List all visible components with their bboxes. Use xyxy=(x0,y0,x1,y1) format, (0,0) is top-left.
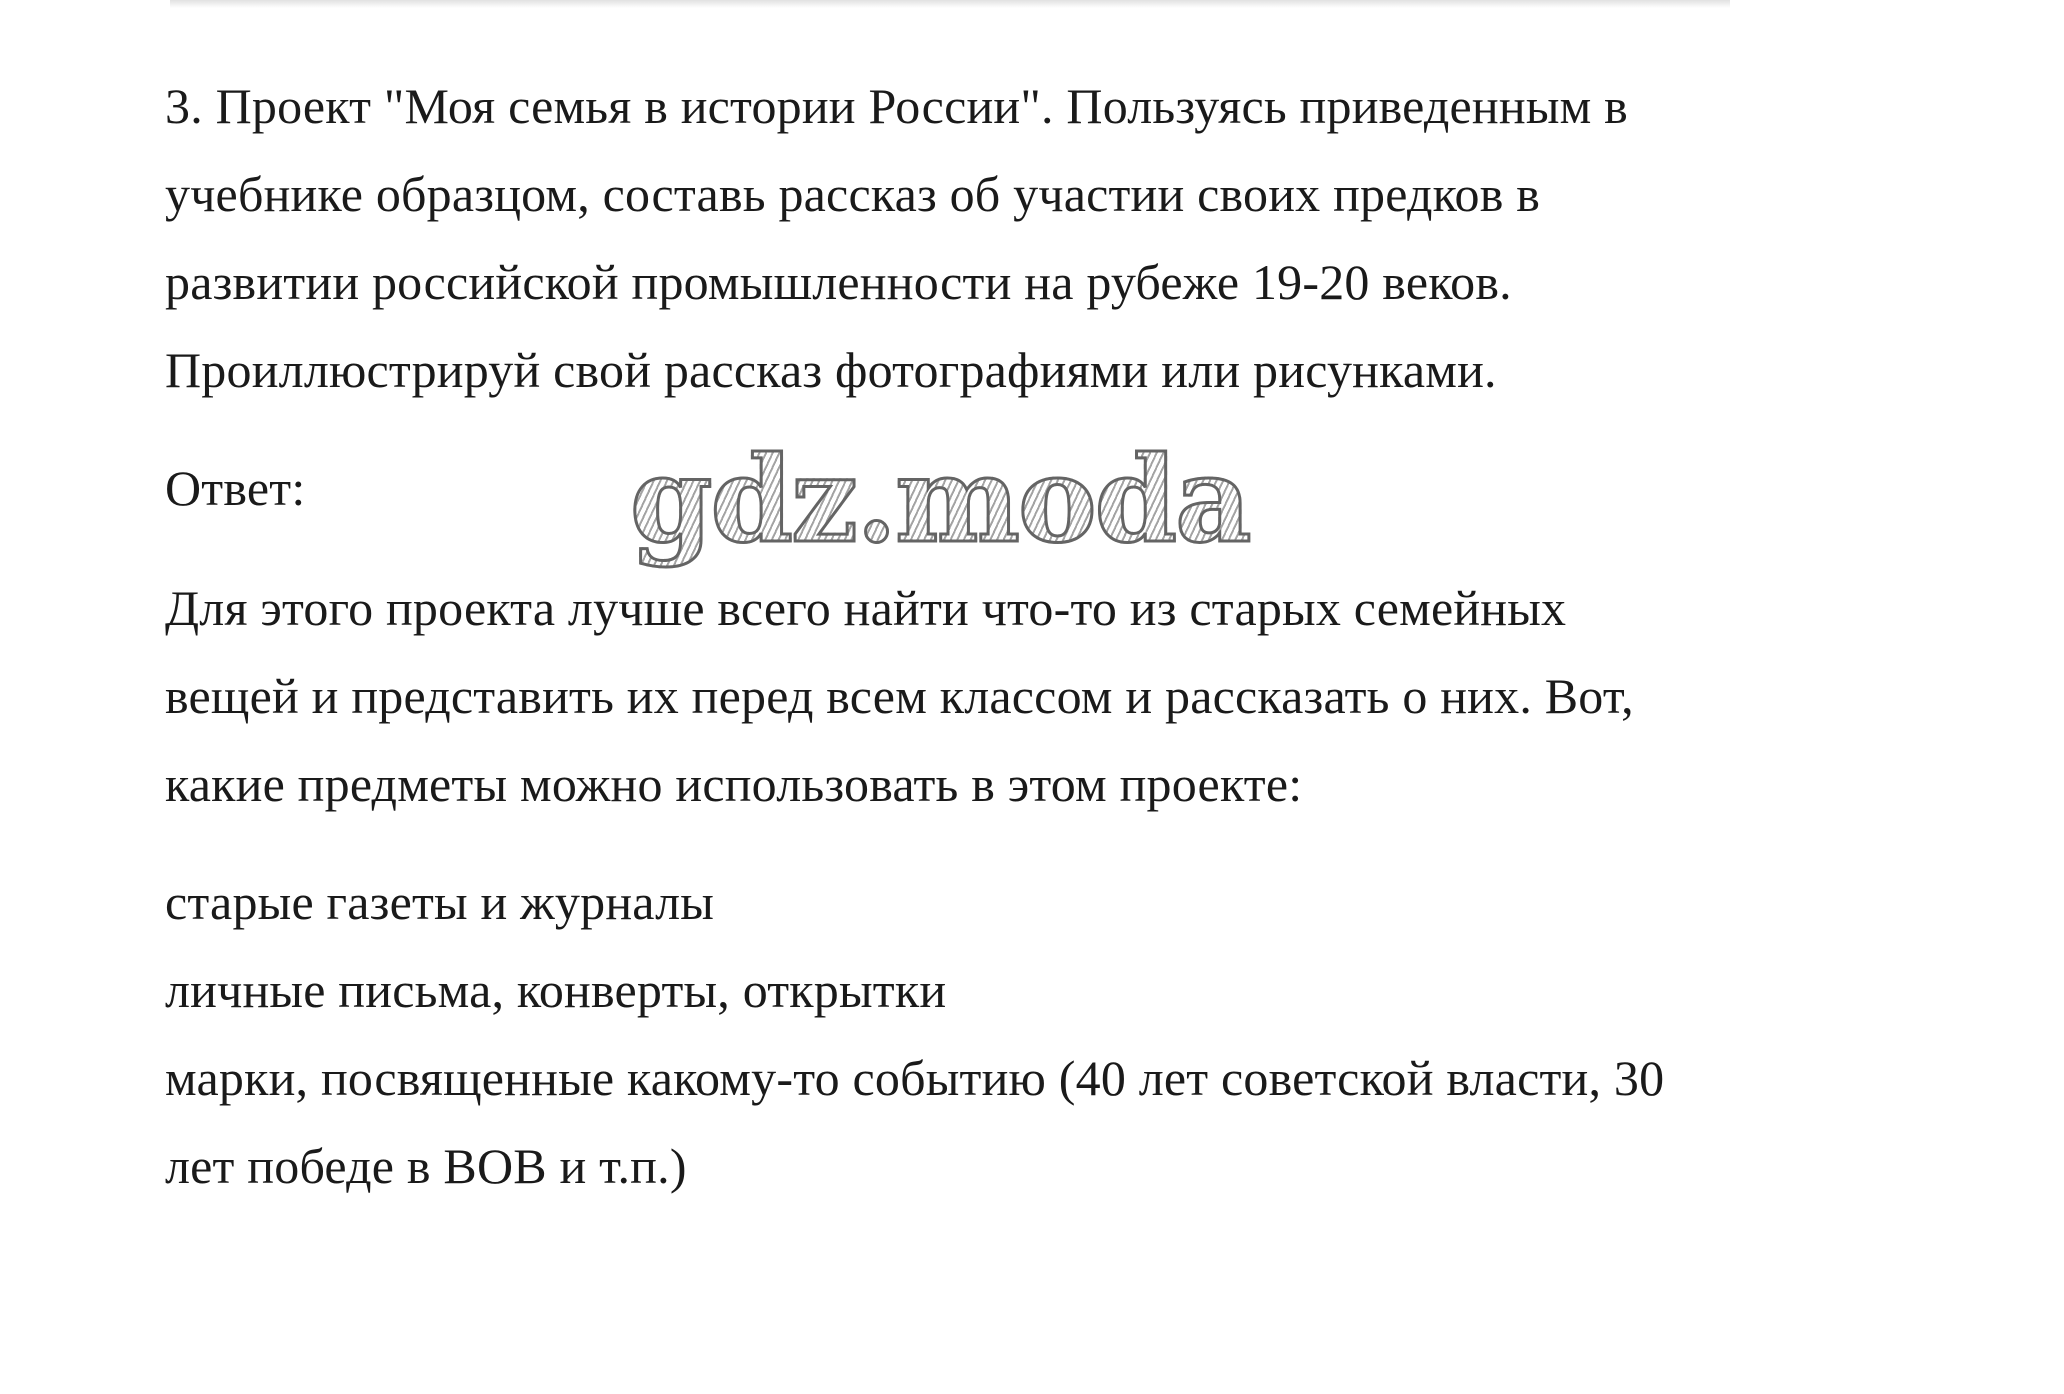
task-line: Проиллюстрируй свой рассказ фотографиями или рисунками. xyxy=(165,342,1497,398)
task-line: 3. Проект "Моя семья в истории России". Пользуясь приведенным в xyxy=(165,78,1628,134)
answer-items-list xyxy=(165,858,1945,1210)
answer-intro-line: какие предметы можно использовать в этом проекте: xyxy=(165,756,1303,812)
answer-intro-line: вещей и представить их перед всем классом и рассказать о них. Вот, xyxy=(165,668,1634,724)
list-item: марки, посвященные какому-то событию (40 лет советской власти, 30 xyxy=(165,1050,1665,1106)
task-paragraph xyxy=(165,62,1945,414)
task-line: развитии российской промышленности на рубеже 19-20 веков. xyxy=(165,254,1512,310)
answer-intro-line: Для этого проекта лучше всего найти что-то из старых семейных xyxy=(165,580,1567,636)
document-content xyxy=(165,62,1945,1210)
previous-page-edge xyxy=(170,0,1730,8)
task-line: учебнике образцом, составь рассказ об участии своих предков в xyxy=(165,166,1541,222)
list-item: личные письма, конверты, открытки xyxy=(165,962,947,1018)
list-item: лет победе в ВОВ и т.п.) xyxy=(165,1138,687,1194)
watermark-logo: gdz.moda xyxy=(630,430,1250,569)
list-item: старые газеты и журналы xyxy=(165,874,715,930)
answer-label: Ответ: xyxy=(165,460,306,516)
answer-intro xyxy=(165,564,1945,828)
